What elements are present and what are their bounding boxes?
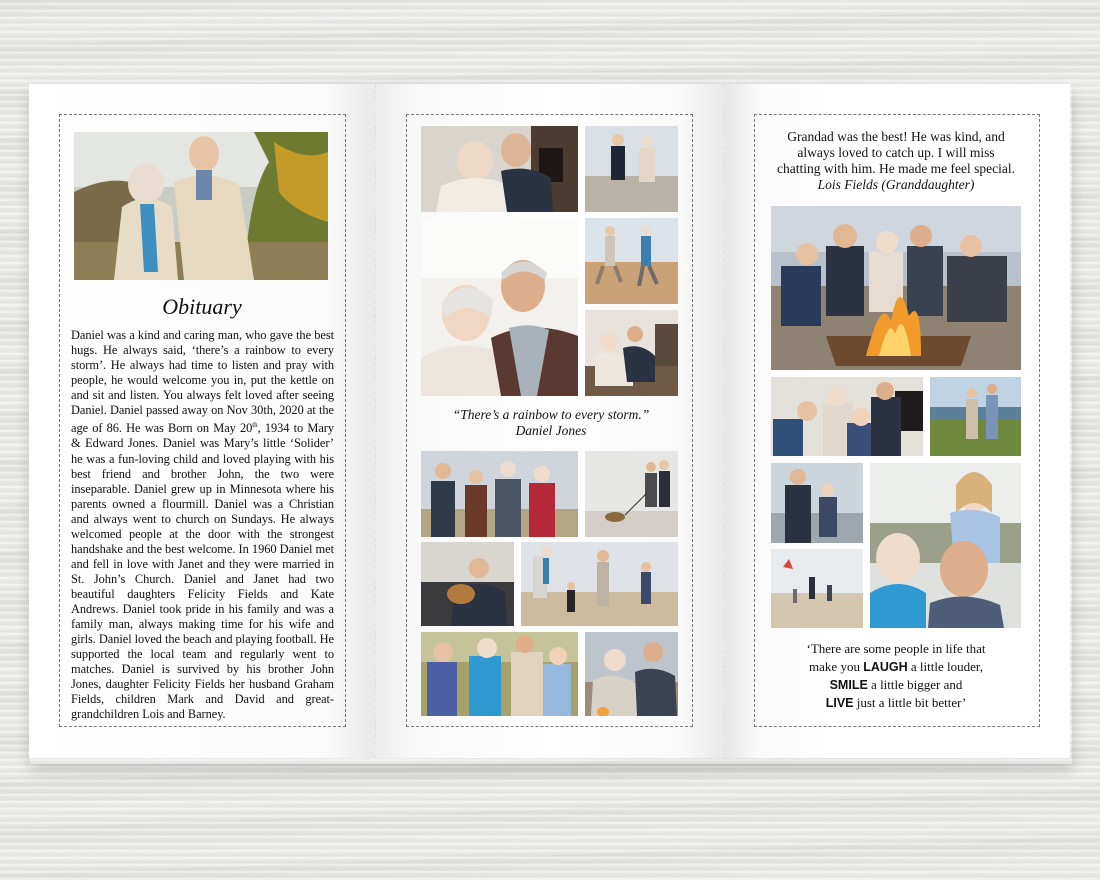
- family-campfire-photo: [771, 206, 1021, 370]
- family-playing-beach-photo: [521, 542, 678, 626]
- grandfather-grandson-beach-photo: [771, 463, 863, 543]
- closing-quote-line2-start: make you: [809, 659, 864, 674]
- walking-dog-photo: [585, 451, 678, 537]
- grandparents-with-kids-photo: [771, 377, 923, 456]
- obituary-title: Obituary: [162, 294, 242, 319]
- obituary-text-part2: , 1934 to Mary & Edward Jones. Daniel was Mary’s little ‘Solider’ he was a fun-loving child and loved playing with his best friend and brother John, the two were inseparable. Daniel grew up in Minnesota where his parents owned a flourmill. Daniel was a Christian and always went to church on Sundays. He always welcomed people at the door with the strongest handshake and the best welcome. In 1960 Daniel met and fell in love with Janet and they were married in St. John’s Church. Daniel and Janet had two beautiful daughters Felicity Fields and Kate Andrews. Daniel took pride in his family and was a family man, always making time for his wife and girls. Daniel loved the beach and playing football. He supported the local team and regularly went to matches. Daniel is survived by his brother John Jones, daughter Felicity Fields her husband Graham Fields, children Mark and David and great-grandchildren Lois and Barney.: [71, 421, 334, 722]
- couple-beach-walk-photo: [585, 126, 678, 212]
- smile-emphasis: SMILE: [829, 678, 868, 692]
- closing-quote-line2-end: a little louder,: [907, 659, 983, 674]
- closing-quote-line1: ‘There are some people in life that: [806, 641, 986, 656]
- granddaughter-quote-line1: Grandad was the best! He was kind, and: [787, 129, 1005, 144]
- granddaughter-quote-attribution: Lois Fields (Granddaughter): [817, 177, 975, 192]
- couple-on-sofa-photo: [585, 310, 678, 396]
- closing-quote-line3: [770, 676, 1022, 694]
- grandparents-girl-shoulders-photo: [870, 463, 1021, 628]
- live-emphasis: LIVE: [825, 696, 854, 710]
- obituary-text-part1: Daniel was a kind and caring man, who gave the best hugs. He always said, ‘there’s a rainbow to every storm’. He always had time to listen and pray with people, he would welcome you in, put the kettle on and sit and listen. You always felt loved after seeing Daniel. Daniel passed away on Nov 30th, 2020 at the age of 86. He was Born on May 20: [71, 328, 334, 436]
- grandparents-with-grandchildren-photo: [421, 632, 578, 716]
- closing-quote-line3-end: a little bigger and: [867, 677, 963, 692]
- couple-embrace-photo: [421, 126, 578, 212]
- closing-quote: [770, 640, 1022, 712]
- rainbow-quote-text: “There’s a rainbow to every storm.”: [452, 407, 650, 422]
- closing-quote-line4: [770, 694, 1022, 712]
- family-kite-beach-photo: [771, 549, 863, 628]
- couple-coastal-hike-photo: [930, 377, 1021, 456]
- granddaughter-quote: [770, 129, 1022, 193]
- rainbow-quote-attribution: Daniel Jones: [515, 423, 587, 438]
- family-group-beach-photo: [421, 451, 578, 537]
- couple-walking-photo: [74, 132, 328, 280]
- couple-running-beach-photo: [585, 218, 678, 304]
- grandparents-campfire-photo: [585, 632, 678, 716]
- granddaughter-quote-line3: chatting with him. He made me feel special.: [776, 161, 1016, 176]
- closing-quote-line2: [770, 658, 1022, 676]
- couple-smiling-closeup-photo: [421, 218, 578, 396]
- closing-quote-line4-end: just a little bit better’: [853, 695, 967, 710]
- laugh-emphasis: LAUGH: [863, 660, 908, 674]
- ordinal-suffix: th: [252, 421, 258, 430]
- granddaughter-quote-line2: always loved to catch up. I will miss: [797, 145, 995, 160]
- rainbow-quote: [420, 407, 682, 439]
- grandfather-with-dog-photo: [421, 542, 514, 626]
- obituary-text: [71, 328, 334, 722]
